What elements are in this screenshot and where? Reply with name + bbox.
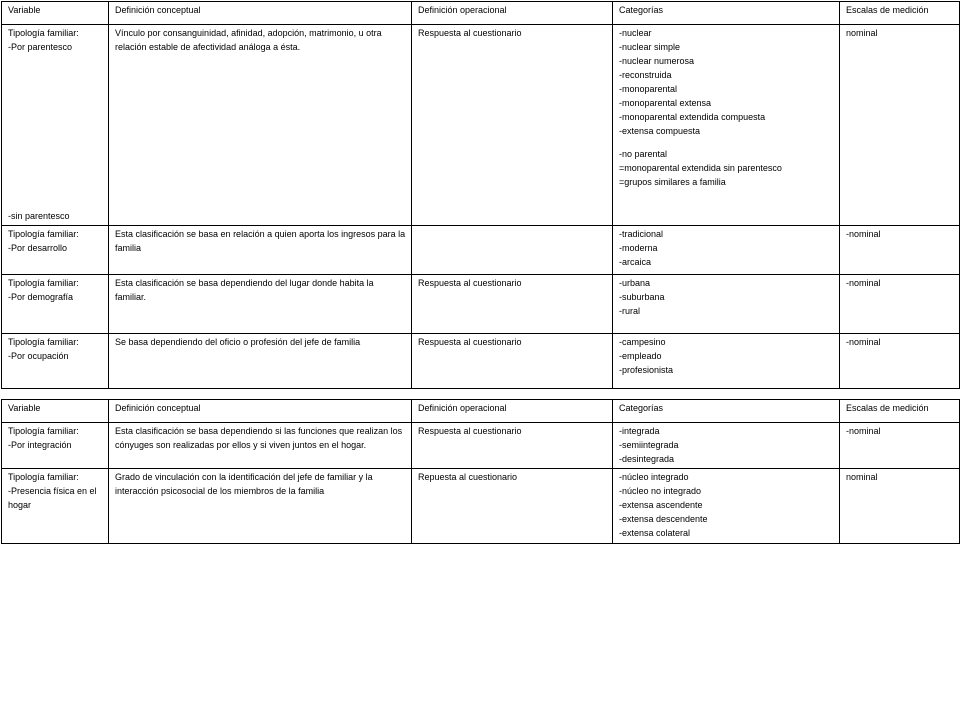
category-item: -reconstruida: [619, 70, 672, 80]
category-item: -nuclear simple: [619, 42, 681, 52]
category-item: -nuclear numerosa: [619, 56, 695, 66]
conceptual-cell: Se basa dependiendo del oficio o profesión del jefe de familia: [109, 334, 412, 389]
variable-line: -Por integración: [8, 440, 72, 450]
category-item: -no parental: [619, 149, 668, 159]
category-item: -nuclear: [619, 28, 652, 38]
categorias-cell: [613, 275, 840, 334]
header-variable: Variable: [2, 400, 109, 423]
escala-cell: -nominal: [840, 423, 960, 469]
table-row: [2, 423, 960, 469]
variable-line: Tipología familiar:: [8, 229, 79, 239]
operacional-cell: Respuesta al cuestionario: [412, 25, 613, 226]
operationalization-table-2: [1, 399, 960, 544]
variable-line: -Por ocupación: [8, 351, 69, 361]
category-item: -extensa descendente: [619, 514, 708, 524]
conceptual-cell: Vínculo por consanguinidad, afinidad, adopción, matrimonio, u otra relación estable de afectividad análoga a ésta.: [109, 25, 412, 226]
variable-line: -Presencia física en el hogar: [8, 486, 97, 510]
variable-line: -Por parentesco: [8, 42, 73, 52]
variable-cell: [2, 25, 109, 226]
table-row: [2, 226, 960, 275]
variable-cell: [2, 423, 109, 469]
operacional-cell: [412, 226, 613, 275]
categorias-cell: [613, 423, 840, 469]
category-item: -extensa ascendente: [619, 500, 703, 510]
category-item: -extensa colateral: [619, 528, 691, 538]
category-item: -desintegrada: [619, 454, 675, 464]
escala-cell: nominal: [840, 25, 960, 226]
header-operacional: Definición operacional: [412, 400, 613, 423]
category-item: -monoparental extensa: [619, 98, 712, 108]
header-escalas: Escalas de medición: [840, 2, 960, 25]
conceptual-cell: Esta clasificación se basa dependiendo del lugar donde habita la familiar.: [109, 275, 412, 334]
variable-line: -sin parentesco: [8, 211, 70, 221]
variable-cell: [2, 226, 109, 275]
header-escalas: Escalas de medición: [840, 400, 960, 423]
escala-cell: -nominal: [840, 275, 960, 334]
header-row: [2, 400, 960, 423]
header-conceptual: Definición conceptual: [109, 2, 412, 25]
categorias-cell: [613, 25, 840, 226]
operacional-cell: Respuesta al cuestionario: [412, 275, 613, 334]
variable-cell: [2, 334, 109, 389]
category-item: -extensa compuesta: [619, 126, 701, 136]
header-row: [2, 2, 960, 25]
table-row: [2, 334, 960, 389]
table-row: [2, 469, 960, 544]
category-item: -núcleo no integrado: [619, 486, 702, 496]
category-item: -semiintegrada: [619, 440, 679, 450]
operacional-cell: Respuesta al cuestionario: [412, 334, 613, 389]
conceptual-cell: Esta clasificación se basa en relación a quien aporta los ingresos para la familia: [109, 226, 412, 275]
category-item: -núcleo integrado: [619, 472, 689, 482]
categorias-cell: [613, 469, 840, 544]
category-item: -moderna: [619, 243, 658, 253]
table-row: [2, 275, 960, 334]
category-item: -monoparental: [619, 84, 678, 94]
variable-line: Tipología familiar:: [8, 337, 79, 347]
variable-cell: [2, 469, 109, 544]
operationalization-table-1: [1, 1, 960, 389]
category-item: =monoparental extendida sin parentesco: [619, 163, 782, 173]
category-item: -tradicional: [619, 229, 664, 239]
categorias-cell: [613, 334, 840, 389]
category-item: -suburbana: [619, 292, 665, 302]
header-conceptual: Definición conceptual: [109, 400, 412, 423]
category-item: -integrada: [619, 426, 660, 436]
conceptual-cell: Esta clasificación se basa dependiendo si las funciones que realizan los cónyuges son realizadas por ellos y si viven juntos en el hogar.: [109, 423, 412, 469]
category-item: -arcaica: [619, 257, 652, 267]
category-item: -campesino: [619, 337, 666, 347]
variable-line: Tipología familiar:: [8, 472, 79, 482]
variable-line: -Por desarrollo: [8, 243, 68, 253]
category-item: -rural: [619, 306, 641, 316]
variable-line: Tipología familiar:: [8, 28, 79, 38]
category-item: =grupos similares a familia: [619, 177, 726, 187]
header-operacional: Definición operacional: [412, 2, 613, 25]
categorias-cell: [613, 226, 840, 275]
operacional-cell: Repuesta al cuestionario: [412, 469, 613, 544]
category-item: -monoparental extendida compuesta: [619, 112, 766, 122]
category-item: -urbana: [619, 278, 651, 288]
operacional-cell: Respuesta al cuestionario: [412, 423, 613, 469]
conceptual-cell: Grado de vinculación con la identificación del jefe de familiar y la interacción psicosocial de los miembros de la familia: [109, 469, 412, 544]
table-row: [2, 25, 960, 226]
variable-line: Tipología familiar:: [8, 426, 79, 436]
header-categorias: Categorías: [613, 400, 840, 423]
header-categorias: Categorías: [613, 2, 840, 25]
category-item: -empleado: [619, 351, 662, 361]
escala-cell: nominal: [840, 469, 960, 544]
variable-cell: [2, 275, 109, 334]
category-item: -profesionista: [619, 365, 674, 375]
escala-cell: -nominal: [840, 334, 960, 389]
variable-line: -Por demografía: [8, 292, 74, 302]
spacer: [619, 138, 834, 147]
variable-line: Tipología familiar:: [8, 278, 79, 288]
escala-cell: -nominal: [840, 226, 960, 275]
header-variable: Variable: [2, 2, 109, 25]
